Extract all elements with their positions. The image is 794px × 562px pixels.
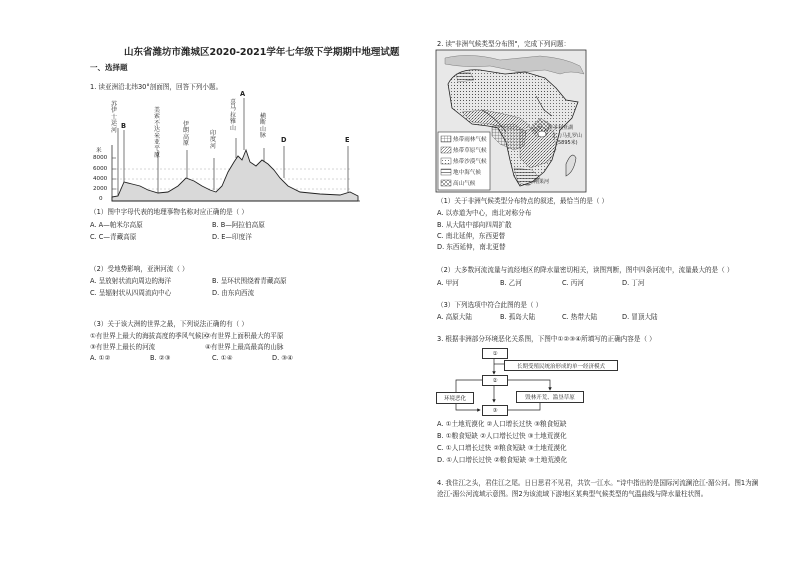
flow-node-1: ①	[482, 348, 508, 359]
flow-note: 长期受殖民统治形成的单一经济模式	[504, 360, 618, 371]
option[interactable]: B. ②③	[150, 354, 171, 362]
option[interactable]: D. ①人口增长过快 ②粮食短缺 ③土地荒漠化	[437, 456, 568, 464]
option[interactable]: A. 呈放射状流向周边的海洋	[90, 277, 172, 285]
legend-item: 高山气候	[453, 181, 476, 187]
profile-letter-b: B	[121, 122, 127, 130]
flow-node-3: ③	[482, 405, 508, 416]
flow-node-2: ②	[482, 375, 508, 386]
profile-letter-d: D	[281, 136, 287, 144]
option[interactable]: D. 东西延伸，南北更替	[437, 243, 506, 251]
section-heading: 一、选择题	[90, 63, 128, 72]
option[interactable]: A. ①土地荒漠化 ②人口增长过快 ③粮食短缺	[437, 420, 567, 428]
question-2-stem: 2. 读"非洲气候类型分布图"，完成下列问题：	[437, 40, 571, 48]
legend-item: 热带沙漠气候	[453, 159, 487, 165]
option[interactable]: A. 甲河	[437, 279, 459, 287]
question-4-line1: 4. 我住江之头，君住江之尾。日日思君不见君，共饮一江水。"诗中指出的是国际河流澜沧江-湄公河。图1为澜	[437, 479, 759, 487]
option[interactable]: C. ①④	[212, 354, 233, 362]
option[interactable]: A. 高原大陆	[437, 313, 472, 321]
option[interactable]: A. A—帕米尔高原	[90, 221, 143, 229]
option[interactable]: D. 丁河	[622, 279, 645, 287]
legend-item: 地中海气候	[453, 170, 481, 176]
option[interactable]: C. 呈辐射状从四周流向中心	[90, 289, 172, 297]
option[interactable]: C. ①人口增长过快 ②粮食短缺 ③土地荒漠化	[437, 444, 567, 452]
q1-sub1-stem: （1）图中字母代表的地理事物名称对应正确的是（ ）	[90, 208, 248, 216]
q2-sub1-stem: （1）关于非洲气候类型分布特点的叙述，最恰当的是（ ）	[437, 197, 609, 205]
statement: ①有世界上最大的海拔高度的季风气候区	[90, 332, 209, 340]
profile-letter-a: A	[240, 90, 246, 98]
option[interactable]: C. C—青藏高原	[90, 233, 137, 241]
option[interactable]: B. 孤岛大陆	[500, 313, 536, 321]
y-tick: 0	[99, 196, 103, 202]
flow-left: 环境恶化	[436, 392, 474, 404]
profile-label-suez: 苏伊士运河	[111, 101, 118, 134]
question-4-line2: 沧江-湄公河流域示意图。图2为该流域下游地区某典型气候类型的气温曲线与降水量柱状图。	[437, 490, 708, 498]
y-tick: 2000	[93, 186, 108, 192]
option[interactable]: B. 从大陆中部向四周扩散	[437, 221, 512, 229]
option[interactable]: B. 乙河	[500, 279, 522, 287]
option[interactable]: D. ③④	[272, 354, 294, 362]
q2-sub2-stem: （2）大多数河流流量与流经地区的降水量密切相关，读图判断，图中四条河流中，流量最大的是（ ）	[437, 266, 734, 274]
y-tick: 8000	[93, 155, 108, 161]
option[interactable]: C. 丙河	[562, 279, 584, 287]
option[interactable]: D. E—印度洋	[212, 233, 252, 241]
q1-sub2-stem: （2）受地势影响，亚洲河流（ ）	[90, 265, 189, 273]
y-tick: 4000	[93, 176, 108, 182]
map-label-river: 刚果河	[534, 179, 550, 185]
profile-label-iran: 伊朗高原	[183, 121, 190, 148]
option[interactable]: C. 南北延伸，东西更替	[437, 232, 506, 240]
q1-sub3-stem: （3）关于该大洲的世界之最，下列说法正确的有（ ）	[90, 320, 248, 328]
profile-letter-e: E	[345, 136, 350, 144]
profile-label-hengduan: 横断山脉	[260, 113, 267, 140]
option[interactable]: B. B—阿拉伯高原	[212, 221, 265, 229]
q2-sub3-stem: （3）下列选项中符合此图的是（ ）	[437, 301, 543, 309]
map-label-elevation: (5895米)	[556, 140, 578, 146]
statement: ③有世界上最长的河流	[90, 343, 156, 351]
legend-item: 热带雨林气候	[453, 137, 487, 143]
map-label-kilimanjaro: 乞力马扎罗山	[552, 133, 583, 139]
profile-label-himalaya: 喜马拉雅山	[230, 99, 237, 132]
legend-item: 热带草原气候	[453, 148, 487, 154]
flow-right: 毁林开荒、滥垦草原	[516, 391, 584, 403]
option[interactable]: D. 由东向西流	[212, 289, 255, 297]
question-1-stem: 1. 读亚洲沿北纬30°剖面图，回答下列小题。	[90, 83, 223, 91]
profile-label-mesopotamia: 美索不达米亚平原	[154, 107, 161, 159]
option[interactable]: A. ①②	[90, 354, 111, 362]
y-unit: 米	[96, 148, 102, 154]
option[interactable]: B. 呈环状围绕着青藏高原	[212, 277, 287, 285]
map-label-lake: 维多利亚湖	[548, 125, 574, 131]
statement: ②有世界上面积最大的平原	[205, 332, 284, 340]
page-title: 山东省潍坊市潍城区2020-2021学年七年级下学期期中地理试题	[124, 47, 400, 58]
option[interactable]: C. 热带大陆	[562, 313, 598, 321]
statement: ④有世界上最高最高的山脉	[205, 343, 284, 351]
option[interactable]: A. 以赤道为中心，南北对称分布	[437, 209, 532, 217]
option[interactable]: B. ①粮食短缺 ②人口增长过快 ③土地荒漠化	[437, 432, 567, 440]
y-tick: 6000	[93, 166, 108, 172]
profile-label-indus: 印度河	[210, 130, 217, 150]
question-3-stem: 3. 根据非洲部分环境恶化关系图，下图中①②③④所填写的正确内容是（ ）	[437, 335, 656, 343]
option[interactable]: D. 冒顶大陆	[622, 313, 658, 321]
